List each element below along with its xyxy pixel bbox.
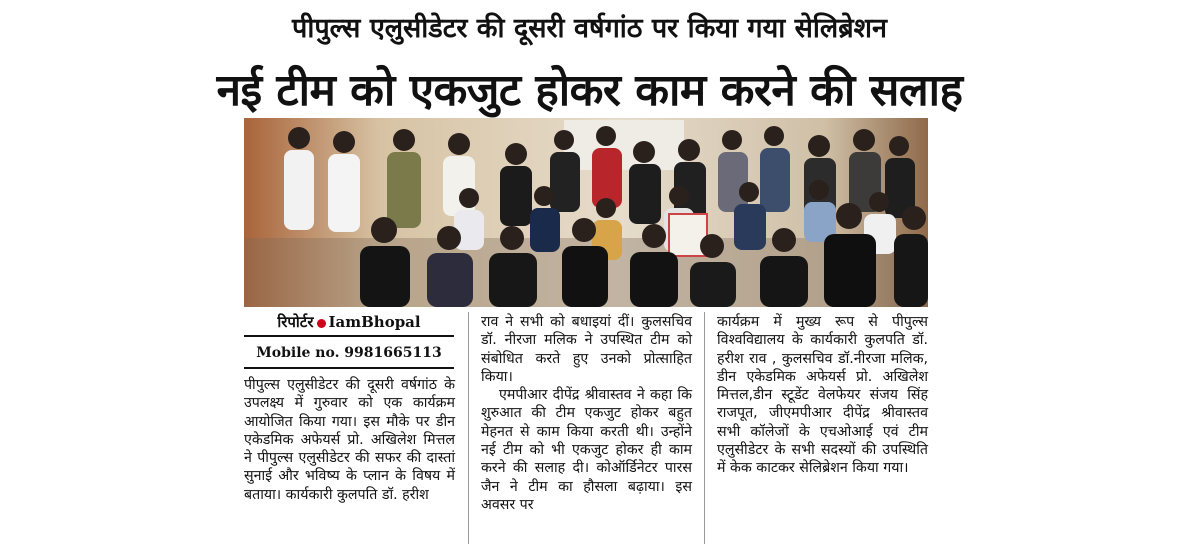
column-divider (704, 312, 705, 544)
bullet-dot-icon (317, 319, 326, 328)
reporter-name: IamBhopal (328, 313, 421, 331)
kicker-headline: पीपुल्स एलुसीडेटर की दूसरी वर्षगांठ पर किया गया सेलिब्रेशन (292, 13, 887, 44)
reporter-label: रिपोर्टर (277, 313, 314, 331)
column-divider (468, 312, 469, 544)
article-column-3 (717, 313, 928, 478)
credit-divider (244, 367, 454, 369)
group-photo (244, 118, 928, 307)
body-paragraph: राव ने सभी को बधाइयां दीं। कुलसचिव डॉ. नीरजा मलिक ने उपस्थित टीम को संबोधित करते हुए उनको प्रोत्साहित किया। (481, 314, 692, 385)
article-column-1 (244, 376, 455, 504)
body-paragraph: एमपीआर दीपेंद्र श्रीवास्तव ने कहा कि शुरुआत की टीम एकजुट होकर बहुत मेहनत से काम किया करती थी। उन्होंने नई टीम को भी एकजुट होकर ही काम करने की सलाह दी। कोऑर्डिनेटर पारस जैन ने टीम का हौसला बढ़ाया। इस अवसर पर (481, 387, 692, 513)
article-column-2 (481, 313, 692, 514)
reporter-mobile: Mobile no. 9981665113 (256, 345, 442, 361)
main-headline: नई टीम को एकजुट होकर काम करने की सलाह (216, 65, 963, 116)
reporter-credit (244, 312, 454, 369)
group-photo-icon (244, 118, 928, 307)
body-paragraph: पीपुल्स एलुसीडेटर की दूसरी वर्षगांठ के उपलक्ष्य में गुरुवार को एक कार्यक्रम आयोजित किया गया। इस मौके पर डीन एकेडमिक अफेयर्स प्रो. अखिलेश मित्तल ने पीपुल्स एलुसीडेटर की सफर की दास्तां सुनाई और भविष्य के प्लान के विषय में बताया। कार्यकारी कुलपति डॉ. हरीश (244, 377, 455, 503)
body-paragraph: कार्यक्रम में मुख्य रूप से पीपुल्स विश्वविद्यालय के कार्यकारी कुलपति डॉ. हरीश राव , कुलसचिव डॉ.नीरजा मलिक, डीन एकेडमिक अफेयर्स प्रो. अखिलेश मित्तल,डीन स्टूडेंट वेलफेयर संजय सिंह राजपूत, जीएमपीआर दीपेंद्र श्रीवास्तव सभी कॉलेजों के एचओआई एवं टीम एलुसीडेटर के सभी सदस्यों की उपस्थिति में केक काटकर सेलिब्रेशन किया गया। (717, 314, 928, 477)
